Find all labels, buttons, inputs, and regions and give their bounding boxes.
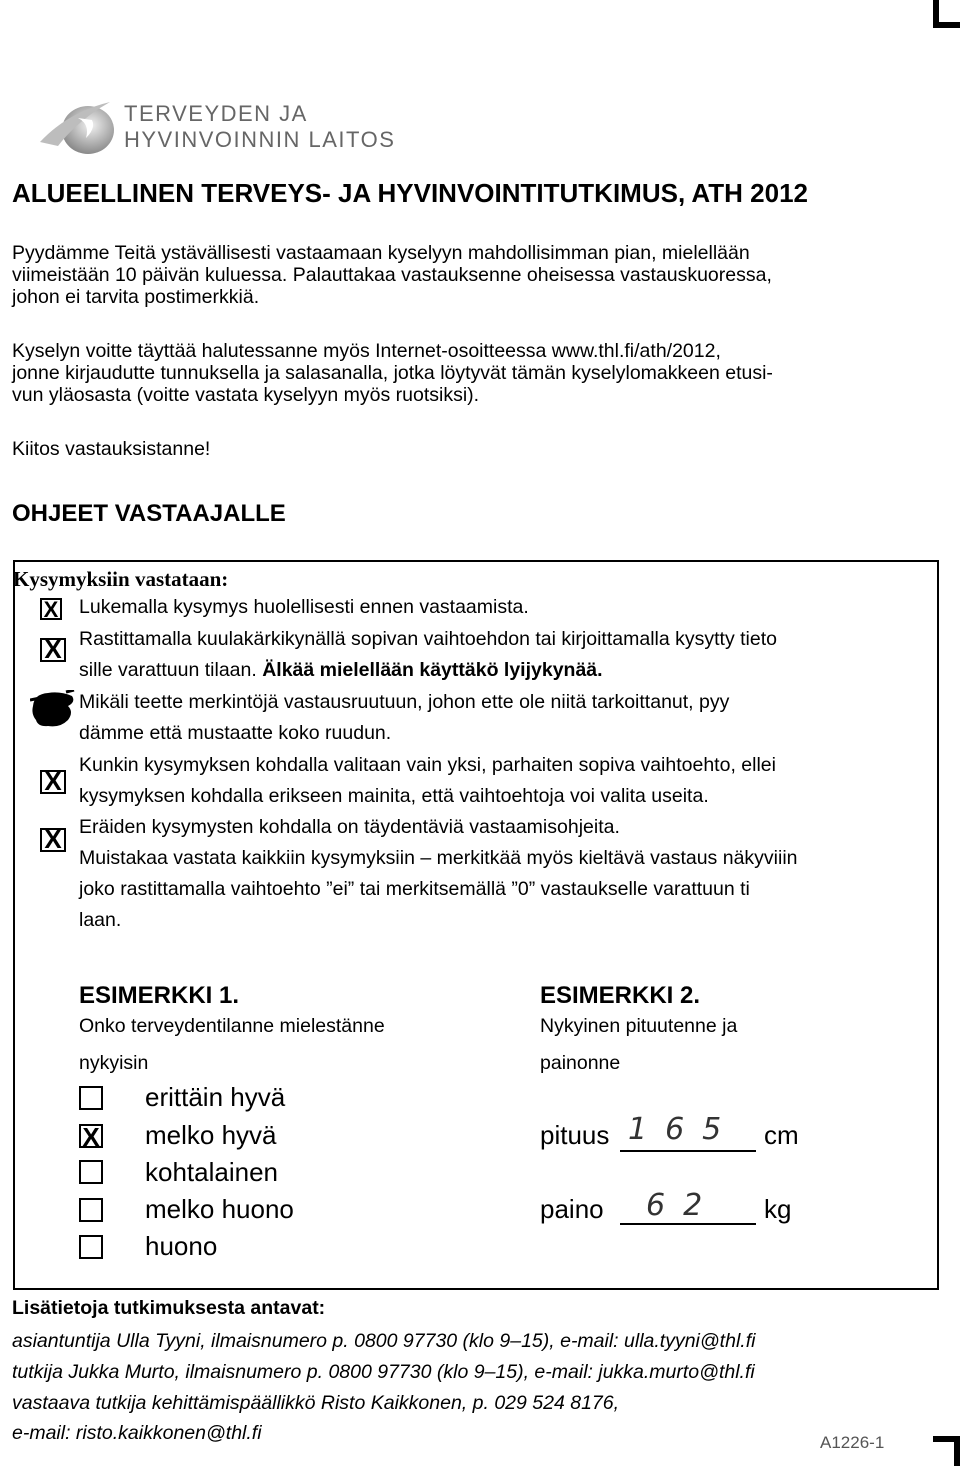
option-checkbox[interactable] — [79, 1198, 103, 1222]
instruction-2 — [79, 624, 777, 686]
instruction-4 — [79, 750, 776, 812]
option-label: melko hyvä — [145, 1120, 277, 1150]
weight-value: 62 — [646, 1188, 721, 1223]
option-label: kohtalainen — [145, 1157, 278, 1187]
instruction-2-bold: Älkää mielellään käyttäkö lyijykynää. — [262, 659, 603, 681]
instruction-4-line-2: kysymyksen kohdalla erikseen mainita, että vaihtoehtoja voi valita useita. — [79, 785, 709, 807]
instructions-heading: OHJEET VASTAAJALLE — [12, 500, 286, 527]
instructions-subheading: Kysymyksiin vastataan: — [13, 567, 229, 591]
option-checkbox[interactable] — [79, 1086, 103, 1110]
thl-logo-icon — [38, 98, 120, 156]
intro-paragraph-1 — [12, 242, 942, 308]
thanks-text: Kiitos vastauksistanne! — [12, 438, 211, 460]
example-2-question-line-2: painonne — [540, 1052, 621, 1074]
instruction-5: Eräiden kysymysten kohdalla on täydentäviä vastaamisohjeita. — [79, 816, 620, 838]
blackened-box-icon — [30, 690, 76, 730]
intro-p2-line-1: Kyselyn voitte täyttää halutessanne myös Internet-osoitteessa www.thl.fi/ath/2012, — [12, 340, 721, 362]
logo-line-1: TERVEYDEN JA — [124, 101, 308, 126]
option-label: erittäin hyvä — [145, 1082, 286, 1112]
intro-p1-line-1: Pyydämme Teitä ystävällisesti vastaamaan kyselyyn mahdollisimman pian, mielellään — [12, 242, 750, 264]
footer-contact-2: tutkija Jukka Murto, ilmaisnumero p. 0800 97730 (klo 9–15), e-mail: jukka.murto@thl.fi — [12, 1361, 755, 1383]
instruction-6 — [79, 843, 798, 936]
option-checkbox-checked[interactable]: X — [79, 1124, 103, 1148]
corner-mark-top-h — [933, 22, 960, 28]
logo-line-2: HYVINVOINNIN LAITOS — [124, 127, 396, 152]
height-unit: cm — [764, 1120, 799, 1150]
instruction-1: Lukemalla kysymys huolellisesti ennen vastaamista. — [79, 596, 529, 618]
footer-contact-4: e-mail: risto.kaikkonen@thl.fi — [12, 1422, 262, 1444]
instruction-2-line-1: Rastittamalla kuulakärkikynällä sopivan vaihtoehdon tai kirjoittamalla kysytty tieto — [79, 628, 777, 650]
instruction-2-line-2 — [79, 655, 777, 686]
option-label: huono — [145, 1231, 218, 1261]
weight-field[interactable] — [620, 1223, 756, 1225]
x-mark-glyph: X — [44, 634, 62, 664]
instruction-3-line-2: dämme että mustaatte koko ruudun. — [79, 722, 392, 744]
footer-heading: Lisätietoja tutkimuksesta antavat: — [12, 1297, 326, 1319]
example-1-question — [79, 1008, 385, 1082]
intro-paragraph-2 — [12, 340, 952, 406]
height-field[interactable] — [620, 1150, 756, 1152]
height-value: 165 — [628, 1112, 740, 1147]
weight-label: paino — [540, 1194, 604, 1224]
intro-p1-line-2: viimeistään 10 päivän kuluessa. Palauttakaa vastauksenne oheisessa vastauskuoressa, — [12, 264, 772, 286]
example-1-question-line-1: Onko terveydentilanne mielestänne — [79, 1015, 385, 1037]
intro-p2-line-2: jonne kirjaudutte tunnuksella ja salasanalla, jotka löytyvät tämän kyselylomakkeen etusi- — [12, 362, 773, 384]
instruction-3-line-1: Mikäli teette merkintöjä vastausruutuun, johon ette ole niitä tarkoittanut, pyy — [79, 691, 730, 713]
option-checkbox[interactable] — [79, 1235, 103, 1259]
corner-mark-bottom-h — [933, 1436, 960, 1442]
footer-contact-1: asiantuntija Ulla Tyyni, ilmaisnumero p. 0800 97730 (klo 9–15), e-mail: ulla.tyyni@thl.fi — [12, 1330, 756, 1352]
intro-p1-line-3: johon ei tarvita postimerkkiä. — [12, 286, 260, 308]
example-1-question-line-2: nykyisin — [79, 1052, 149, 1074]
height-label: pituus — [540, 1120, 610, 1150]
weight-unit: kg — [764, 1194, 792, 1224]
example-2-question — [540, 1008, 737, 1082]
page-title: ALUEELLINEN TERVEYS- JA HYVINVOINTITUTKIMUS, ATH 2012 — [12, 178, 808, 208]
thl-logo — [38, 98, 396, 158]
instruction-6-line-1: Muistakaa vastata kaikkiin kysymyksiin – merkitkää myös kieltävä vastaus näkyviiin — [79, 847, 798, 869]
form-code: A1226-1 — [820, 1433, 885, 1452]
example-2-question-line-1: Nykyinen pituutenne ja — [540, 1015, 738, 1037]
footer-contact-3: vastaava tutkija kehittämispäällikkö Risto Kaikkonen, p. 029 524 8176, — [12, 1392, 620, 1414]
instruction-2-text: sille varattuun tilaan. — [79, 659, 263, 681]
example-1-heading: ESIMERKKI 1. — [79, 982, 240, 1009]
option-checkbox[interactable] — [79, 1160, 103, 1184]
option-label: melko huono — [145, 1194, 294, 1224]
x-mark-glyph: X — [44, 766, 62, 796]
instruction-6-line-3: laan. — [79, 909, 122, 931]
instruction-3 — [79, 687, 729, 749]
example-2-heading: ESIMERKKI 2. — [540, 982, 701, 1009]
intro-p2-line-3: vun yläosasta (voitte vastata kyselyyn myös ruotsiksi). — [12, 384, 480, 406]
instruction-6-line-2: joko rastittamalla vaihtoehto ”ei” tai merkitsemällä ”0” vastaukselle varattuun ti — [79, 878, 750, 900]
x-mark-glyph: X — [44, 824, 62, 854]
instruction-4-line-1: Kunkin kysymyksen kohdalla valitaan vain yksi, parhaiten sopiva vaihtoehto, ellei — [79, 754, 776, 776]
x-mark-icon: X — [40, 598, 62, 620]
